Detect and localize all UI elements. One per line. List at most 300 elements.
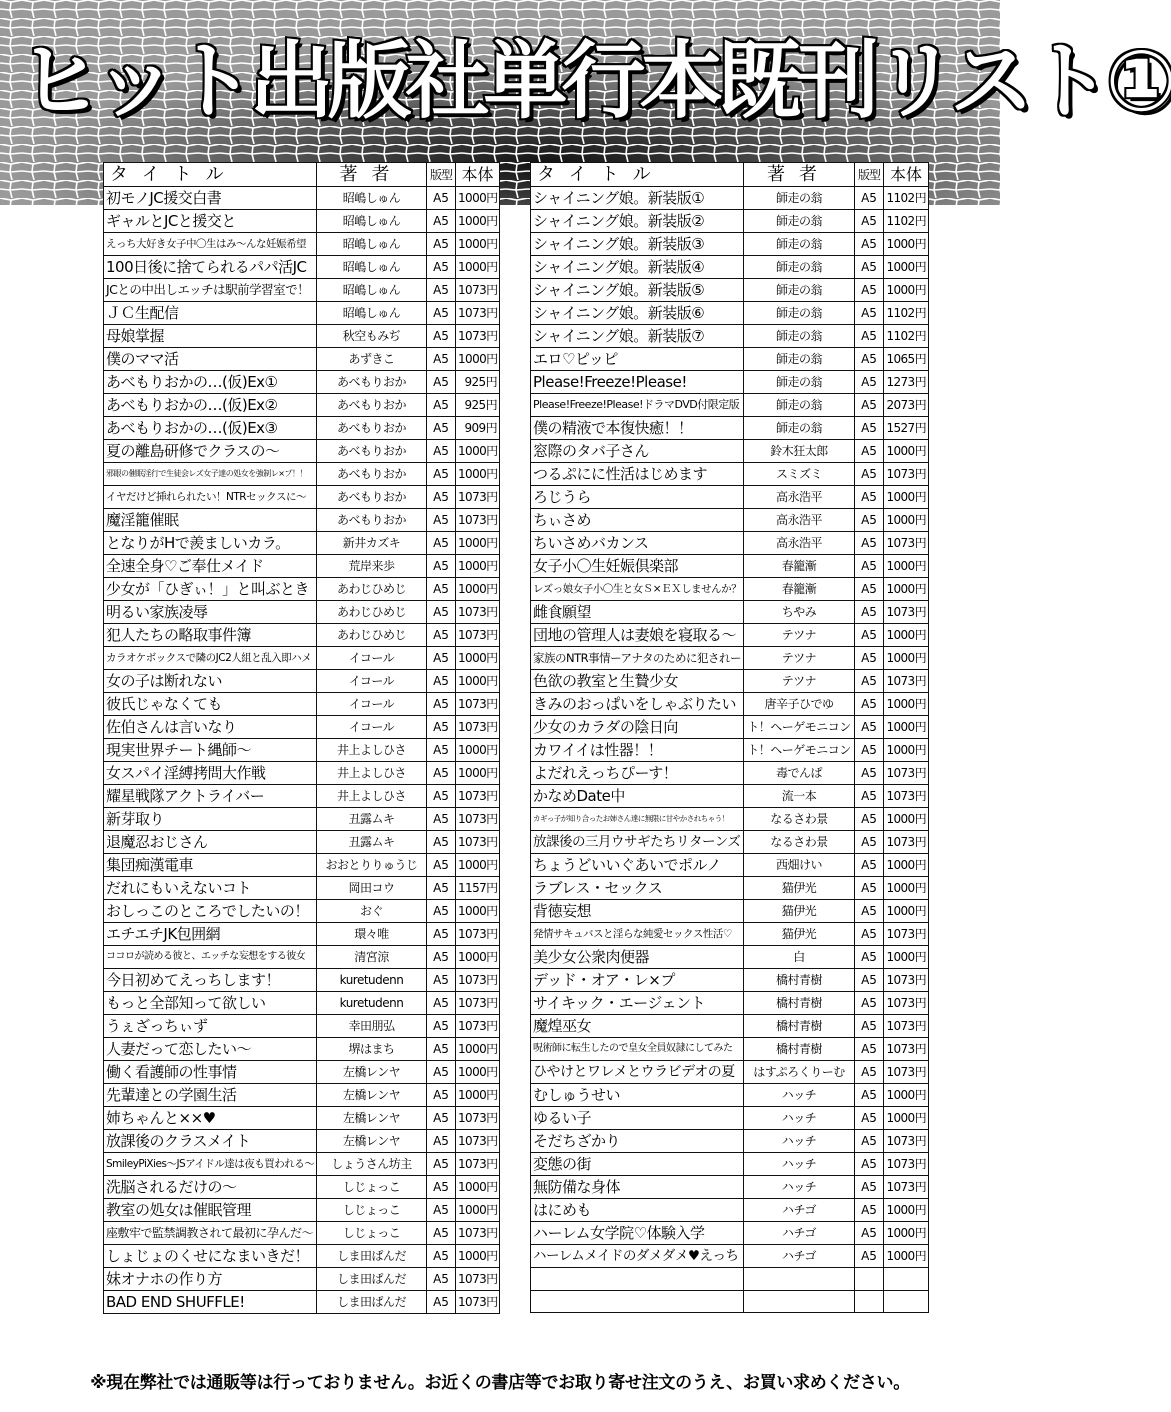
table-row [531, 1245, 929, 1268]
book-title: ハーレムメイドのダメダメ♥えっち [531, 1245, 744, 1268]
book-title: 退魔忍おじさん [104, 831, 317, 854]
book-title: ちぃさめ [531, 509, 744, 532]
table-row [531, 1038, 929, 1061]
book-format: A5 [855, 762, 884, 785]
book-format: A5 [427, 1176, 456, 1199]
table-row [531, 1176, 929, 1199]
book-title: 母娘掌握 [104, 325, 317, 348]
book-title: 座敷牢で監禁調教されて最初に孕んだ〜 [104, 1222, 317, 1245]
book-format: A5 [427, 670, 456, 693]
table-row [104, 739, 500, 762]
book-format: A5 [855, 417, 884, 440]
table-row [104, 578, 500, 601]
book-author: ト！ヘーゲモニコン [744, 716, 855, 739]
table-row [104, 486, 500, 509]
book-price: 1000円 [456, 532, 500, 555]
book-format: A5 [855, 463, 884, 486]
book-format: A5 [427, 463, 456, 486]
book-price: 1000円 [884, 578, 929, 601]
book-author: 橋村青樹 [744, 1015, 855, 1038]
book-title: 雌食願望 [531, 601, 744, 624]
book-format: A5 [427, 532, 456, 555]
book-author: 師走の翁 [744, 348, 855, 371]
book-format: A5 [427, 555, 456, 578]
book-author: あずきこ [317, 348, 427, 371]
book-price: 1073円 [456, 624, 500, 647]
book-title: BAD END SHUFFLE! [104, 1291, 317, 1314]
book-format: A5 [855, 877, 884, 900]
book-format: A5 [855, 256, 884, 279]
table-row [531, 785, 929, 808]
table-row [531, 624, 929, 647]
book-format: A5 [855, 348, 884, 371]
book-author: あわじひめじ [317, 624, 427, 647]
book-author: 師走の翁 [744, 302, 855, 325]
book-price: 1000円 [456, 670, 500, 693]
book-format: A5 [855, 670, 884, 693]
book-author: あべもりおか [317, 509, 427, 532]
book-format: A5 [855, 716, 884, 739]
book-author: スミズミ [744, 463, 855, 486]
book-price: 1000円 [456, 187, 500, 210]
book-price: 909円 [456, 417, 500, 440]
table-row [531, 1130, 929, 1153]
book-title: もっと全部知って欲しい [104, 992, 317, 1015]
book-author: 新井カズキ [317, 532, 427, 555]
book-price: 1073円 [456, 325, 500, 348]
table-row [531, 762, 929, 785]
table-row [104, 601, 500, 624]
book-price: 1000円 [884, 624, 929, 647]
book-format: A5 [855, 210, 884, 233]
table-row [104, 831, 500, 854]
page-title: ヒット出版社単行本既刊リスト① [18, 32, 1171, 130]
book-author: 猫伊光 [744, 923, 855, 946]
book-format: A5 [855, 371, 884, 394]
book-format: A5 [855, 302, 884, 325]
book-title: 女の子は断れない [104, 670, 317, 693]
table-row [104, 1061, 500, 1084]
book-title: 佐伯さんは言いなり [104, 716, 317, 739]
book-title: 魔淫籠催眠 [104, 509, 317, 532]
table-row [531, 187, 929, 210]
book-author: 橋村青樹 [744, 992, 855, 1015]
book-format: A5 [427, 279, 456, 302]
book-title: イヤだけど挿れられたい！NTRセックスに〜 [104, 486, 317, 509]
column-header-format: 版型 [427, 163, 456, 187]
book-title: はにめも [531, 1199, 744, 1222]
table-row [104, 325, 500, 348]
book-title: よだれえっちぴーす！ [531, 762, 744, 785]
book-author: ちやみ [744, 601, 855, 624]
book-price: 1000円 [456, 1199, 500, 1222]
book-price: 1000円 [884, 555, 929, 578]
book-title: シャイニング娘。新装版⑦ [531, 325, 744, 348]
book-title: 邪眼の催眠淫行で生徒会レズ女子達の処女を強制レ×プ！！ [104, 463, 317, 486]
book-title: 耀星戦隊アクトライバー [104, 785, 317, 808]
book-price: 1000円 [456, 946, 500, 969]
column-header-price: 本体 [456, 163, 500, 187]
book-title: えっち大好き女子中〇生はみ〜んな妊娠希望 [104, 233, 317, 256]
book-title: 美少女公衆肉便器 [531, 946, 744, 969]
book-format: A5 [855, 969, 884, 992]
table-row [104, 624, 500, 647]
book-format: A5 [427, 739, 456, 762]
table-row [104, 992, 500, 1015]
book-author: 春籠漸 [744, 578, 855, 601]
book-author: 昭嶋しゅん [317, 210, 427, 233]
book-format: A5 [427, 348, 456, 371]
book-format: A5 [427, 1038, 456, 1061]
table-row [104, 900, 500, 923]
book-author: ハチゴ [744, 1222, 855, 1245]
table-header-row [531, 163, 929, 187]
book-price: 1073円 [456, 1291, 500, 1314]
book-price: 1073円 [884, 463, 929, 486]
book-price: 1073円 [884, 1130, 929, 1153]
book-title: ココロが読める彼と、エッチな妄想をする彼女 [104, 946, 317, 969]
book-price: 1065円 [884, 348, 929, 371]
column-header-title: タイトル [531, 163, 744, 187]
book-title: 初モノJC援交白書 [104, 187, 317, 210]
book-title: 少女のカラダの陰日向 [531, 716, 744, 739]
table-row [531, 394, 929, 417]
book-price: 1000円 [884, 1199, 929, 1222]
book-format: A5 [427, 601, 456, 624]
book-title: ギャルとJCと援交と [104, 210, 317, 233]
book-title: 家族のNTR事情ーアナタのために犯されー [531, 647, 744, 670]
empty-cell [531, 1268, 744, 1291]
book-price: 925円 [456, 371, 500, 394]
book-author: 昭嶋しゅん [317, 233, 427, 256]
book-title: JCとの中出しエッチは駅前学習室で！ [104, 279, 317, 302]
book-format: A5 [427, 992, 456, 1015]
book-price: 1000円 [884, 739, 929, 762]
book-format: A5 [427, 1084, 456, 1107]
table-row [104, 532, 500, 555]
book-author: 師走の翁 [744, 233, 855, 256]
book-title: 教室の処女は催眠管理 [104, 1199, 317, 1222]
book-table-left [103, 162, 500, 1314]
book-price: 925円 [456, 394, 500, 417]
table-row [104, 371, 500, 394]
book-title: 明るい家族凌辱 [104, 601, 317, 624]
book-author: しじょっこ [317, 1222, 427, 1245]
book-format: A5 [855, 624, 884, 647]
book-author: 師走の翁 [744, 256, 855, 279]
table-row [104, 923, 500, 946]
book-format: A5 [855, 394, 884, 417]
book-price: 1000円 [884, 647, 929, 670]
table-row [104, 256, 500, 279]
book-price: 1000円 [456, 256, 500, 279]
book-format: A5 [855, 1153, 884, 1176]
book-author: 左橋レンヤ [317, 1130, 427, 1153]
book-price: 1073円 [884, 1038, 929, 1061]
book-title: うぇざっちぃず [104, 1015, 317, 1038]
book-format: A5 [427, 578, 456, 601]
table-row [104, 785, 500, 808]
book-title: ＪＣ生配信 [104, 302, 317, 325]
book-author: 師走の翁 [744, 279, 855, 302]
book-format: A5 [427, 256, 456, 279]
book-price: 1000円 [884, 1222, 929, 1245]
book-author: 清宮涼 [317, 946, 427, 969]
book-author: 井上よしひさ [317, 739, 427, 762]
book-price: 1000円 [456, 647, 500, 670]
book-price: 1073円 [884, 1176, 929, 1199]
empty-cell [884, 1290, 929, 1313]
book-title: 彼氏じゃなくても [104, 693, 317, 716]
table-row [104, 1107, 500, 1130]
book-price: 1073円 [456, 302, 500, 325]
table-row [531, 1061, 929, 1084]
empty-cell [884, 1268, 929, 1291]
book-title: 団地の管理人は妻娘を寝取る〜 [531, 624, 744, 647]
empty-cell [855, 1268, 884, 1291]
empty-row [531, 1290, 929, 1313]
book-author: 環々唯 [317, 923, 427, 946]
book-author: ハッチ [744, 1084, 855, 1107]
book-author: kuretudenn [317, 969, 427, 992]
book-price: 1102円 [884, 325, 929, 348]
book-title: 犯人たちの略取事件簿 [104, 624, 317, 647]
book-author: おぐ [317, 900, 427, 923]
book-format: A5 [427, 854, 456, 877]
book-format: A5 [855, 1107, 884, 1130]
book-format: A5 [855, 923, 884, 946]
book-title: 洗脳されるだけの〜 [104, 1176, 317, 1199]
book-title: 僕の精液で本復快癒！！ [531, 417, 744, 440]
book-author: しま田ぱんだ [317, 1291, 427, 1314]
book-title: 全速全身♡ご奉仕メイド [104, 555, 317, 578]
book-author: 幸田朋弘 [317, 1015, 427, 1038]
book-title: つるぷにに性活はじめます [531, 463, 744, 486]
book-price: 1073円 [884, 923, 929, 946]
book-author: 橋村青樹 [744, 969, 855, 992]
book-format: A5 [427, 647, 456, 670]
table-row [104, 762, 500, 785]
table-row [104, 1199, 500, 1222]
book-price: 1073円 [456, 808, 500, 831]
book-price: 1000円 [884, 279, 929, 302]
table-row [531, 808, 929, 831]
book-format: A5 [427, 210, 456, 233]
empty-cell [531, 1290, 744, 1313]
book-price: 1073円 [884, 1015, 929, 1038]
table-row [531, 831, 929, 854]
table-row [104, 716, 500, 739]
table-row [104, 417, 500, 440]
book-title: シャイニング娘。新装版② [531, 210, 744, 233]
table-row [531, 532, 929, 555]
book-format: A5 [855, 1084, 884, 1107]
book-author: ハチゴ [744, 1199, 855, 1222]
book-author: テツナ [744, 670, 855, 693]
book-price: 1000円 [456, 233, 500, 256]
book-price: 1000円 [884, 946, 929, 969]
table-row [104, 1176, 500, 1199]
table-row [104, 647, 500, 670]
book-title: 先輩達との学園生活 [104, 1084, 317, 1107]
book-title: ろじうら [531, 486, 744, 509]
book-price: 1073円 [884, 992, 929, 1015]
table-row [104, 440, 500, 463]
book-format: A5 [427, 394, 456, 417]
table-row [531, 210, 929, 233]
book-title: デッド・オア・レ×プ [531, 969, 744, 992]
book-author: 高永浩平 [744, 486, 855, 509]
book-title: 働く看護師の性事情 [104, 1061, 317, 1084]
table-row [531, 647, 929, 670]
book-format: A5 [427, 1222, 456, 1245]
book-title: シャイニング娘。新装版③ [531, 233, 744, 256]
book-price: 1073円 [456, 923, 500, 946]
book-format: A5 [855, 1199, 884, 1222]
table-row [531, 417, 929, 440]
book-title: 魔煌巫女 [531, 1015, 744, 1038]
book-format: A5 [855, 233, 884, 256]
book-author: 荒岸来歩 [317, 555, 427, 578]
table-row [104, 348, 500, 371]
book-price: 1000円 [884, 509, 929, 532]
book-format: A5 [855, 647, 884, 670]
book-title: 100日後に捨てられるパパ活JC [104, 256, 317, 279]
book-price: 1000円 [456, 900, 500, 923]
book-price: 1000円 [456, 555, 500, 578]
book-title: 僕のママ活 [104, 348, 317, 371]
book-format: A5 [855, 1222, 884, 1245]
book-format: A5 [427, 969, 456, 992]
column-header-author: 著者 [744, 163, 855, 187]
book-title: ひやけとワレメとウラビデオの夏 [531, 1061, 744, 1084]
book-format: A5 [855, 601, 884, 624]
book-title: 放課後の三月ウサギたちリターンズ [531, 831, 744, 854]
book-format: A5 [427, 693, 456, 716]
book-title: レズっ娘女子小〇生と女Ｓ×ＥＸしませんか？ [531, 578, 744, 601]
book-author: ハッチ [744, 1176, 855, 1199]
book-format: A5 [855, 808, 884, 831]
empty-cell [744, 1268, 855, 1291]
book-price: 1000円 [456, 440, 500, 463]
table-row [531, 1153, 929, 1176]
book-price: 1073円 [884, 831, 929, 854]
table-row [104, 1268, 500, 1291]
book-author: あべもりおか [317, 417, 427, 440]
book-title: かなめDate中 [531, 785, 744, 808]
book-format: A5 [855, 509, 884, 532]
table-row [531, 992, 929, 1015]
book-price: 1527円 [884, 417, 929, 440]
book-price: 1073円 [456, 1130, 500, 1153]
book-title: ハーレム女学院♡体験入学 [531, 1222, 744, 1245]
book-author: あべもりおか [317, 440, 427, 463]
book-price: 1000円 [884, 877, 929, 900]
book-title: おしっこのところでしたいの！ [104, 900, 317, 923]
book-format: A5 [855, 1061, 884, 1084]
book-price: 1000円 [884, 900, 929, 923]
book-format: A5 [855, 693, 884, 716]
book-price: 1000円 [456, 762, 500, 785]
book-price: 1073円 [884, 1153, 929, 1176]
table-row [104, 808, 500, 831]
book-title: エチエチJK包囲網 [104, 923, 317, 946]
book-format: A5 [427, 1291, 456, 1314]
book-author: 師走の翁 [744, 325, 855, 348]
book-author: あわじひめじ [317, 601, 427, 624]
table-row [531, 716, 929, 739]
book-author: しょうさん坊主 [317, 1153, 427, 1176]
book-title: しょじょのくせになまいきだ！ [104, 1245, 317, 1268]
book-format: A5 [427, 187, 456, 210]
book-title: そだちざかり [531, 1130, 744, 1153]
book-price: 1073円 [884, 1061, 929, 1084]
book-title: 現実世界チート縄師〜 [104, 739, 317, 762]
book-title: 今日初めてえっちします！ [104, 969, 317, 992]
book-price: 1073円 [884, 532, 929, 555]
table-row [531, 371, 929, 394]
book-title: 背徳妄想 [531, 900, 744, 923]
book-title: ゆるい子 [531, 1107, 744, 1130]
book-author: しじょっこ [317, 1199, 427, 1222]
book-author: 猫伊光 [744, 900, 855, 923]
book-format: A5 [855, 440, 884, 463]
book-author: なるさわ景 [744, 808, 855, 831]
book-price: 1000円 [456, 210, 500, 233]
book-price: 1000円 [884, 1245, 929, 1268]
table-row [531, 923, 929, 946]
book-author: テツナ [744, 624, 855, 647]
book-author: 師走の翁 [744, 371, 855, 394]
book-format: A5 [427, 831, 456, 854]
table-row [531, 325, 929, 348]
book-format: A5 [855, 325, 884, 348]
book-author: イコール [317, 693, 427, 716]
book-title: サイキック・エージェント [531, 992, 744, 1015]
book-author: ト！ヘーゲモニコン [744, 739, 855, 762]
book-format: A5 [427, 1268, 456, 1291]
table-row [104, 509, 500, 532]
book-author: 唐辛子ひでゆ [744, 693, 855, 716]
book-author: 左橋レンヤ [317, 1084, 427, 1107]
book-author: おおとりりゅうじ [317, 854, 427, 877]
book-title: きみのおっぱいをしゃぶりたい [531, 693, 744, 716]
table-row [104, 1245, 500, 1268]
book-title: シャイニング娘。新装版① [531, 187, 744, 210]
book-format: A5 [855, 900, 884, 923]
book-format: A5 [427, 1061, 456, 1084]
book-title: ラブレス・セックス [531, 877, 744, 900]
table-row [531, 900, 929, 923]
book-title: カラオケボックスで隣のJC2人組と乱入即ハメ [104, 647, 317, 670]
book-format: A5 [855, 946, 884, 969]
book-title: シャイニング娘。新装版④ [531, 256, 744, 279]
table-row [531, 233, 929, 256]
book-price: 1000円 [456, 578, 500, 601]
book-format: A5 [427, 1153, 456, 1176]
book-price: 1073円 [456, 1015, 500, 1038]
book-author: はすぷろくりーむ [744, 1061, 855, 1084]
book-title: シャイニング娘。新装版⑤ [531, 279, 744, 302]
book-price: 1000円 [884, 1107, 929, 1130]
empty-cell [855, 1290, 884, 1313]
book-author: 秋空もみぢ [317, 325, 427, 348]
table-row [531, 302, 929, 325]
book-author: しじょっこ [317, 1176, 427, 1199]
book-title: 色欲の教室と生贄少女 [531, 670, 744, 693]
table-row [104, 394, 500, 417]
book-price: 1000円 [456, 739, 500, 762]
